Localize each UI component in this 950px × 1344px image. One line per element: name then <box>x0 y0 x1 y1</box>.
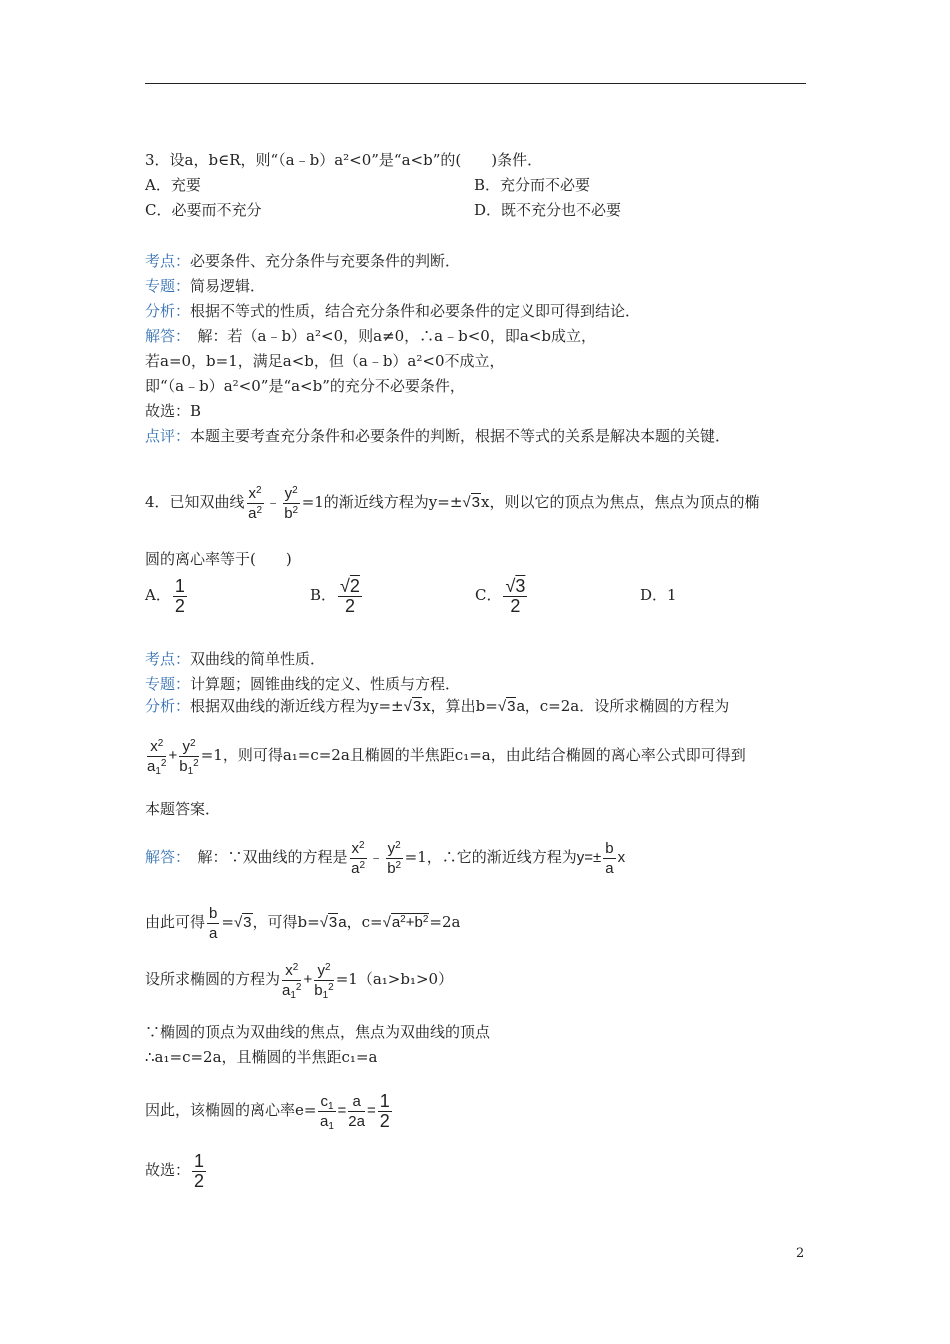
q4-jieda-line-2: 由此可得 $\frac{b}{a}$ =√3，可得b=√3a，$c=√a^2+b^2=2a$ <box>145 904 461 942</box>
q3-jieda-line-4: 故选：B <box>145 402 202 420</box>
q4-fenxi-line-2: $\frac{x^2}{a_1^2}$ + $\frac{y^2}{b_1^2}$ =1，则可得a₁=c=2a且椭圆的半焦距c₁=a，由此结合椭圆的离心率公式即可得到 <box>147 737 746 777</box>
page-number: 2 <box>796 1246 805 1261</box>
q3-stem: 3．设a，b∈R，则“（a﹣b）a²<0”是“a<b”的( )条件． <box>145 151 543 169</box>
q4-jieda-line-7: 故选： $\frac{1}{2}$ <box>145 1150 205 1191</box>
q3-kaodian <box>145 251 460 271</box>
q4-fenxi-line-3: 本题答案． <box>145 800 221 818</box>
kaodian-tag: 考点： <box>145 252 191 270</box>
q3-jieda <box>145 326 596 346</box>
sqrt-3: √3 <box>462 494 480 511</box>
q4-option-d: D．1 <box>640 586 677 604</box>
q4-fenxi-line-1: 分析：根据双曲线的渐近线方程为y=±√3x，算出b=√3a，c=2a．设所求椭圆的方程为 <box>145 697 730 715</box>
q4-jieda-line-5: ∴a₁=c=2a，且椭圆的半焦距c₁=a <box>145 1048 378 1066</box>
zhuanti-tag: 专题： <box>145 277 191 295</box>
q4-stem-line-2: 圆的离心率等于( ) <box>145 550 292 568</box>
hyperbola-x-term: $\frac{x^2}{a^2}$ <box>248 484 263 522</box>
dianping-text: 本题主要考查充分条件和必要条件的判断，根据不等式的关系是解决本题的关键． <box>190 427 731 445</box>
q3-dianping <box>145 426 730 446</box>
q3-zhuanti <box>145 276 265 296</box>
q4-jieda-line-3: 设所求椭圆的方程为 $\frac{x^2}{a_1^2}$ + $\frac{y^2}{b_1^2}$ =1（a₁>b₁>0） <box>145 961 454 1001</box>
q3-jieda-line-2: 若a=0，b=1，满足a<b，但（a﹣b）a²<0不成立， <box>145 352 505 370</box>
q3-option-b: B．充分而不必要 <box>474 176 591 194</box>
jieda-tag: 解答： <box>145 327 183 345</box>
q4-kaodian: 考点：双曲线的简单性质． <box>145 650 326 668</box>
header-rule <box>145 83 806 84</box>
zhuanti-text: 简易逻辑． <box>190 277 266 295</box>
fenxi-tag: 分析： <box>145 302 191 320</box>
q4-stem-line-1: 4．已知双曲线 $\frac{x^2}{a^2}$ ﹣ $\frac{y^2}{b^2}$ =1的渐近线方程为y=±√3x，则以它的顶点为焦点，焦点为顶点的椭 <box>145 484 760 522</box>
q4-option-a: A． $\frac{1}{2}$ <box>145 575 185 616</box>
q4-jieda-line-1: 解答： 解：∵双曲线的方程是 $\frac{x^2}{a^2}$ ﹣ $\frac{y^2}{b^2}$ =1，∴它的渐近线方程为y=± $\frac{b}{a}$ x <box>145 839 626 877</box>
hyperbola-y-term: $\frac{y^2}{b^2}$ <box>284 484 299 522</box>
dianping-tag: 点评： <box>145 427 191 445</box>
q3-option-d: D．既不充分也不必要 <box>474 201 622 219</box>
jieda-line-1: 解：若（a﹣b）a²<0，则a≠0，∴a﹣b<0，即a<b成立， <box>182 327 596 345</box>
q3-fenxi <box>145 301 640 321</box>
q3-option-a: A．充要 <box>145 176 201 194</box>
q4-jieda-line-4: ∵椭圆的顶点为双曲线的焦点，焦点为双曲线的顶点 <box>145 1023 491 1041</box>
fenxi-text: 根据不等式的性质，结合充分条件和必要条件的定义即可得到结论． <box>190 302 641 320</box>
q3-option-c: C．必要而不充分 <box>145 201 262 219</box>
q4-zhuanti: 专题：计算题；圆锥曲线的定义、性质与方程． <box>145 675 461 693</box>
q3-jieda-line-3: 即“（a﹣b）a²<0”是“a<b”的充分不必要条件， <box>145 377 465 395</box>
q4-jieda-line-6: 因此，该椭圆的离心率e= $\frac{c_1}{a_1}$ = $\frac{a}{2a}$ = $\frac{1}{2}$ <box>145 1090 390 1132</box>
q4-option-c: C． $\frac{√3}{2}$ <box>475 575 526 616</box>
q4-option-b: B． $\frac{√2}{2}$ <box>310 575 360 616</box>
kaodian-text: 必要条件、充分条件与充要条件的判断． <box>190 252 461 270</box>
